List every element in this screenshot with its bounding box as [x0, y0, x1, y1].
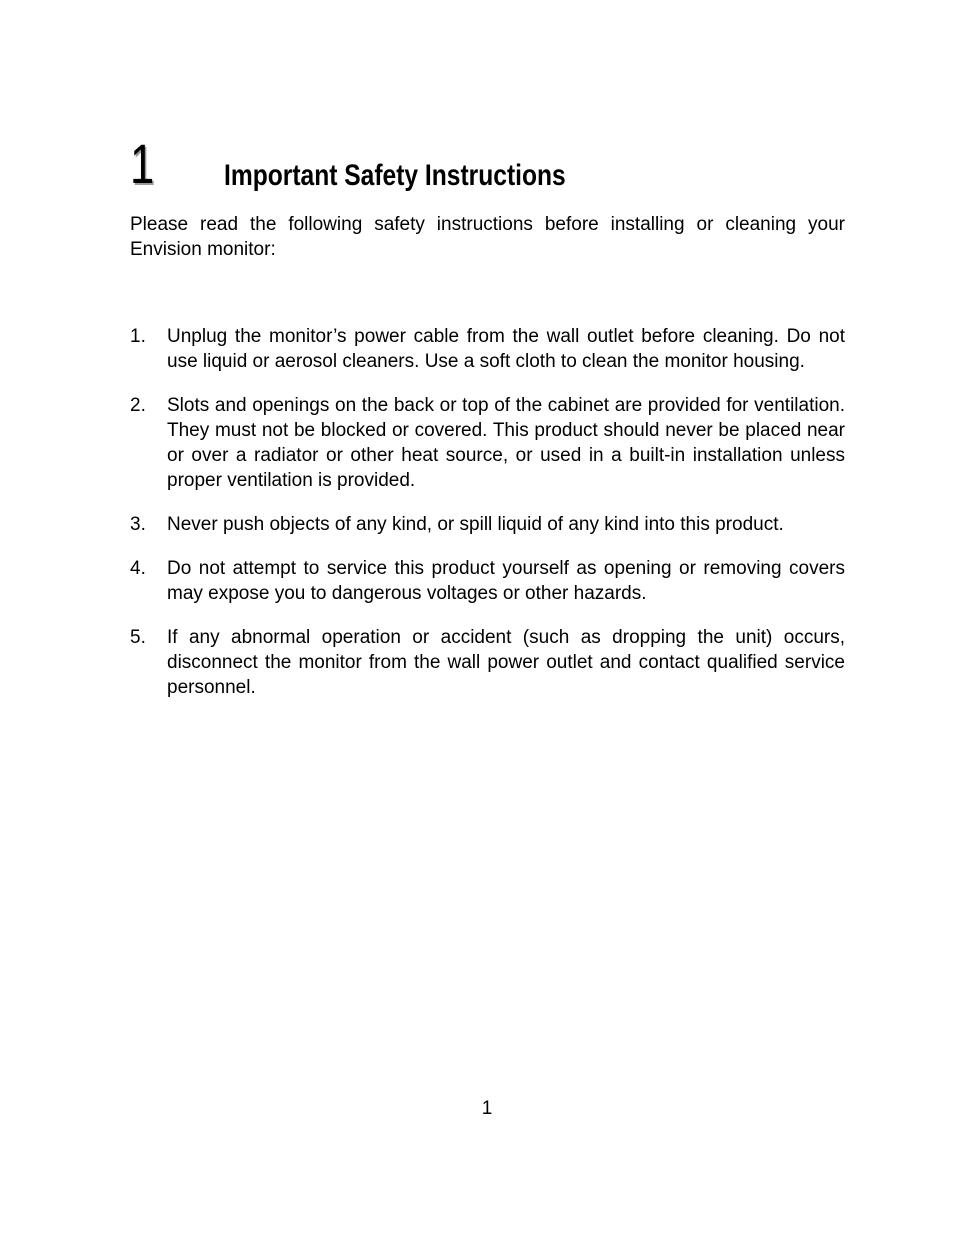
- instruction-number: 3.: [130, 514, 146, 535]
- instruction-number: 4.: [130, 558, 146, 579]
- chapter-heading: [130, 134, 846, 196]
- chapter-number: 1: [130, 132, 155, 195]
- instruction-item: [130, 393, 845, 493]
- instruction-text: Unplug the monitor’s power cable from the wall outlet before cleaning. Do not use liquid or aerosol cleaners. Use a soft cloth to clean the monitor housing.: [167, 326, 845, 372]
- instruction-text: If any abnormal operation or accident (such as dropping the unit) occurs, disconnect the monitor from the wall power outlet and contact qualified service personnel.: [167, 627, 845, 698]
- instruction-text: Slots and openings on the back or top of the cabinet are provided for ventilation. They must not be blocked or covered. This product should never be placed near or over a radiator or other heat source, or used in a built-in installation unless proper ventilation is provided.: [167, 395, 845, 491]
- instruction-number: 1.: [130, 326, 146, 347]
- instruction-text: Do not attempt to service this product yourself as opening or removing covers may expose you to dangerous voltages or other hazards.: [167, 558, 845, 604]
- instruction-number: 2.: [130, 395, 146, 416]
- instruction-item: [130, 625, 845, 700]
- instruction-number: 5.: [130, 627, 146, 648]
- instruction-text: Never push objects of any kind, or spill liquid of any kind into this product.: [167, 514, 784, 535]
- intro-paragraph: Please read the following safety instructions before installing or cleaning your Envision monitor:: [130, 214, 845, 260]
- instruction-item: [130, 512, 845, 537]
- safety-instructions-list: [130, 324, 845, 719]
- instruction-item: [130, 556, 845, 606]
- chapter-title: Important Safety Instructions: [224, 159, 566, 192]
- instruction-item: [130, 324, 845, 374]
- page-number: 1: [481, 1098, 493, 1119]
